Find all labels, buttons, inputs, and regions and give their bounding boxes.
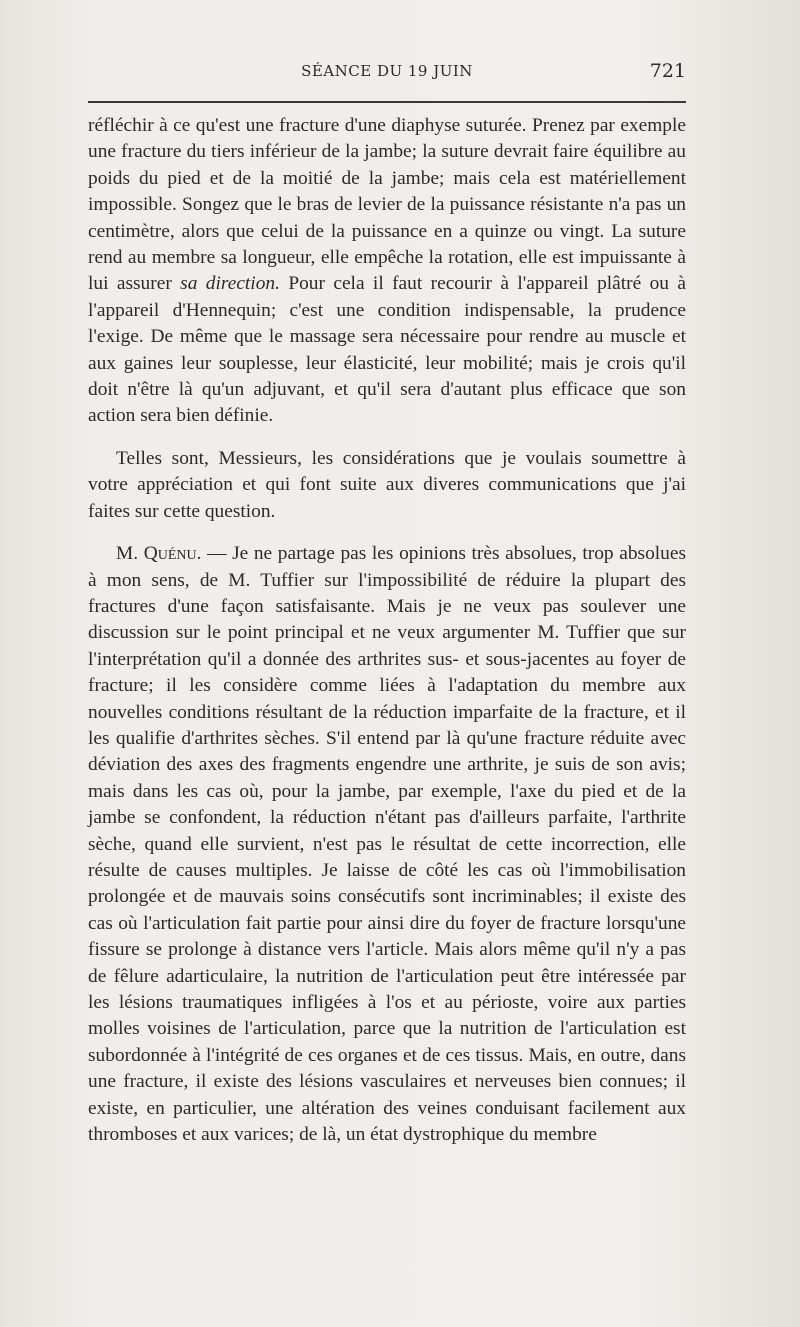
header-rule xyxy=(88,101,686,103)
paragraph-conclusion xyxy=(88,446,686,525)
running-title: SÉANCE DU 19 JUIN xyxy=(301,62,473,80)
page-header xyxy=(88,62,686,90)
page-number: 721 xyxy=(649,60,686,82)
paragraph-quenu xyxy=(88,541,686,1148)
italic-emphasis: sa direction. xyxy=(180,273,280,295)
speaker-name: M. Quénu. xyxy=(116,543,202,565)
paragraph-continuation xyxy=(88,113,686,430)
paragraph-text: réfléchir à ce qu'est une fracture d'une diaphyse suturée. Prenez par exemple une fracture du tiers inférieur de la jambe; la suture devrait faire équilibre au poids du pied et de la moitié de la jambe; mais cela est matériellement impossible. Songez que le bras de levier de la puissance résistante n'a pas un centimètre, alors que celui de la puissance en a quinze ou vingt. La suture rend au membre sa longueur, elle empêche la rotation, elle est impuissante à lui assurer xyxy=(88,115,686,295)
paragraph-text: — Je ne partage pas les opinions très absolues, trop absolues à mon sens, de M. Tuffier sur l'impossibilité de réduire la plupart des fractures d'une façon satisfaisante. Mais je ne veux pas soulever une discussion sur le point principal et ne veux argumenter M. Tuffier que sur l'interprétation qu'il a donnée des arthrites sus- et sous-jacentes au foyer de fracture; il les considère comme liées à l'adaptation du membre aux nouvelles conditions résultant de la réduction imparfaite de la fracture, et il les qualifie d'arthrites sèches. S'il entend par là qu'une fracture réduite avec déviation des axes des fragments engendre une arthrite, je suis de son avis; mais dans les cas où, pour la jambe, par exemple, l'axe du pied et de la jambe se confondent, la réduction n'étant pas d'ailleurs parfaite, l'arthrite sèche, quand elle survient, n'est pas le résultat de cette incorrection, elle résulte de causes multiples. Je laisse de côté les cas où l'immobilisation prolongée et de mauvais soins consécutifs sont incriminables; il existe des cas où l'articulation fait partie pour ainsi dire du foyer de fracture lorsqu'une fissure se prolonge à distance vers l'article. Mais alors même qu'il n'y a pas de fêlure adarticulaire, la nutrition de l'articulation peut être intéressée par les lésions traumatiques infligées à l'os et au périoste, voire aux parties molles voisines de l'articulation, parce que la nutrition de l'articulation est subordonnée à l'intégrité de ces organes et de ces tissus. Mais, en outre, dans une fracture, il existe des lésions vasculaires et nerveuses bien connues; il existe, en particulier, une altération des veines conduisant facilement aux thromboses et aux varices; de là, un état dystrophique du membre xyxy=(88,543,686,1146)
body-text xyxy=(88,113,686,1148)
paragraph-text: Telles sont, Messieurs, les considérations que je voulais soumettre à votre appréciation et qui font suite aux diveres communications que j'ai faites sur cette question. xyxy=(88,447,686,522)
paragraph-text: Pour cela il faut recourir à l'appareil plâtré ou à l'appareil d'Hennequin; c'est une condition indispensable, la prudence l'exige. De même que le massage sera nécessaire pour rendre au muscle et aux gaines leur souplesse, leur élasticité, leur mobilité; mais je crois qu'il doit n'être là qu'un adjuvant, et qu'il sera d'autant plus efficace que son action sera bien définie. xyxy=(88,273,686,427)
paragraph-gap xyxy=(88,525,686,541)
paragraph-gap xyxy=(88,430,686,446)
